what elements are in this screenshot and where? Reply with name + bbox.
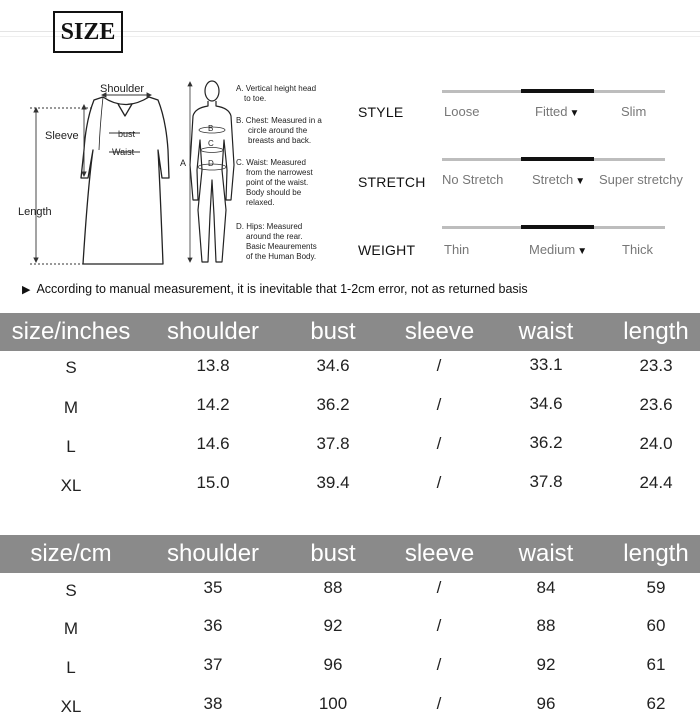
inches-header-length: length: [623, 318, 689, 345]
note-c-line: point of the waist.: [246, 178, 309, 187]
note-d-line: around the rear.: [246, 232, 303, 241]
label-a: A: [180, 158, 187, 168]
table-cell: 34.6: [529, 394, 563, 413]
table-cell: 36.2: [529, 433, 563, 452]
inches-header-shoulder: shoulder: [166, 318, 260, 345]
table-cell: 84: [536, 578, 556, 597]
table-cell: /: [436, 473, 442, 492]
table-cell: 13.8: [196, 356, 230, 375]
inches-header-bust: bust: [310, 318, 356, 345]
table-cell: 34.6: [316, 356, 350, 375]
table-cell: 24.0: [639, 434, 673, 453]
note-a-line: A. Vertical height head: [236, 84, 317, 93]
table-cell: 35: [203, 578, 223, 597]
table-cell: 15.0: [196, 473, 230, 492]
inches-header-waist: waist: [518, 318, 574, 345]
cm-header-length: length: [623, 540, 689, 567]
note-c-line: relaxed.: [246, 198, 275, 207]
table-cell: 37: [203, 655, 223, 674]
table-cell: 37.8: [529, 472, 563, 491]
style-scale: [442, 90, 665, 93]
note-d-line: Basic Meaurements: [246, 242, 317, 251]
note-b-line: breasts and back.: [248, 136, 312, 145]
bust-label: bust: [118, 129, 136, 139]
cm-header-waist: waist: [518, 540, 574, 567]
table-cell: /: [436, 356, 442, 375]
table-cell: L: [66, 437, 76, 456]
table-cell: 36.2: [316, 395, 350, 414]
cm-table-header: [0, 535, 700, 573]
table-cell: 24.4: [639, 473, 673, 492]
label-d: D: [208, 159, 214, 168]
table-cell: XL: [60, 476, 82, 495]
stretch-option-stretch: Stretch: [532, 172, 574, 187]
table-cell: S: [65, 581, 77, 600]
table-cell: 33.1: [529, 355, 563, 374]
table-cell: 14.6: [196, 434, 230, 453]
inches-header-sleeve: sleeve: [404, 318, 475, 345]
note-b-line: B. Chest: Measured in a: [236, 116, 322, 125]
note-b-line: circle around the: [248, 126, 308, 135]
weight-label: WEIGHT: [358, 242, 416, 258]
cm-header-shoulder: shoulder: [166, 540, 260, 567]
table-cell: M: [63, 398, 79, 417]
label-b: B: [208, 124, 214, 133]
stretch-option-super: Super stretchy: [599, 172, 683, 187]
table-cell: 92: [536, 655, 556, 674]
table-cell: S: [65, 358, 77, 377]
label-c: C: [208, 139, 214, 148]
table-cell: L: [66, 658, 76, 677]
note-c-line: C. Waist: Measured: [236, 158, 306, 167]
stretch-option-none: No Stretch: [442, 172, 504, 187]
inches-header-size: size/inches: [11, 318, 131, 345]
table-cell: 59: [646, 578, 666, 597]
table-cell: 23.3: [639, 356, 673, 375]
table-cell: 60: [646, 616, 666, 635]
table-cell: 61: [646, 655, 666, 674]
cm-header-bust: bust: [310, 540, 356, 567]
weight-option-medium: Medium: [529, 242, 576, 257]
waist-label: Waist: [112, 147, 135, 157]
table-cell: 96: [323, 655, 343, 674]
style-option-fitted: Fitted: [535, 104, 568, 119]
table-cell: /: [436, 434, 442, 453]
table-cell: 37.8: [316, 434, 350, 453]
note-a-line: to toe.: [244, 94, 267, 103]
body-outline: [190, 81, 234, 262]
cm-header-sleeve: sleeve: [404, 540, 475, 567]
size-logo: SIZE: [53, 11, 123, 53]
caret-down-icon: ▼: [575, 176, 586, 187]
table-cell: 88: [323, 578, 343, 597]
measurement-note-text: According to manual measurement, it is inevitable that 1-2cm error, not as returned basis: [36, 282, 528, 296]
weight-selected-indicator: [521, 225, 594, 229]
table-cell: /: [436, 616, 442, 635]
style-selected-indicator: [521, 89, 594, 93]
table-cell: 39.4: [316, 473, 350, 492]
table-cell: 23.6: [639, 395, 673, 414]
table-cell: 100: [318, 694, 348, 713]
cm-header-size: size/cm: [30, 540, 112, 567]
table-cell: XL: [60, 697, 82, 716]
stretch-scale: [442, 158, 665, 161]
sleeve-label: Sleeve: [45, 130, 79, 142]
measurement-note: [22, 282, 528, 296]
table-cell: 88: [536, 616, 556, 635]
weight-option-thin: Thin: [444, 242, 470, 257]
style-option-loose: Loose: [444, 104, 480, 119]
shoulder-label: Shoulder: [100, 83, 145, 95]
table-cell: 36: [203, 616, 223, 635]
note-d-line: D. Hips: Measured: [236, 222, 303, 231]
caret-down-icon: ▼: [577, 246, 588, 257]
dress-measure-lines: [30, 93, 151, 264]
note-a: [236, 84, 316, 104]
table-cell: /: [436, 395, 442, 414]
style-label: STYLE: [358, 104, 404, 120]
style-option-slim: Slim: [621, 104, 647, 119]
weight-option-thick: Thick: [622, 242, 654, 257]
note-c: [236, 158, 313, 208]
body-measure-lines: [188, 82, 226, 262]
table-cell: 38: [203, 694, 223, 713]
table-cell: /: [436, 694, 442, 713]
table-cell: 14.2: [196, 395, 230, 414]
note-c-line: from the narrowest: [246, 168, 313, 177]
note-d: [236, 222, 317, 262]
note-d-line: of the Human Body.: [246, 252, 317, 261]
note-b: [236, 116, 322, 146]
table-cell: /: [436, 578, 442, 597]
caret-down-icon: ▼: [569, 108, 580, 119]
length-label: Length: [18, 206, 52, 218]
table-cell: M: [63, 619, 79, 638]
stretch-label: STRETCH: [358, 174, 426, 190]
table-cell: 62: [646, 694, 666, 713]
inches-table-header: [0, 313, 700, 351]
table-cell: /: [436, 655, 442, 674]
table-cell: 92: [323, 616, 343, 635]
triangle-right-icon: ▶: [22, 284, 31, 296]
note-c-line: Body should be: [246, 188, 302, 197]
stretch-selected-indicator: [521, 157, 594, 161]
weight-scale: [442, 226, 665, 229]
table-cell: 96: [536, 694, 556, 713]
dress-outline: [81, 97, 169, 264]
